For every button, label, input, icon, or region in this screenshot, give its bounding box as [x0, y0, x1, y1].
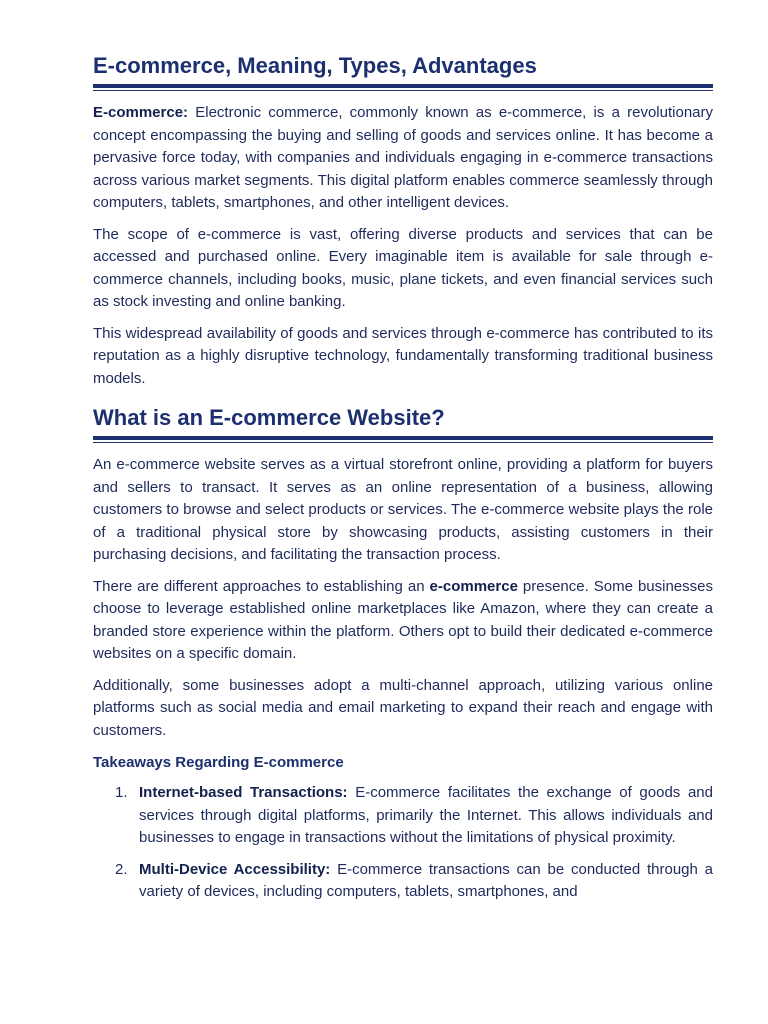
section-ecommerce-website	[93, 402, 713, 904]
list-item-text: E-commerce facilitates the exchange of goods and services through digital platforms, primarily the Internet. This allows individuals and businesses to engage in transactions without the limitations of physical proximity.	[139, 784, 713, 846]
ecommerce-bold-term: e-commerce	[429, 577, 518, 595]
title-divider	[93, 84, 713, 91]
paragraph-virtual-storefront: An e-commerce website serves as a virtual storefront online, providing a platform for buyers and sellers to transact. It serves as an online representation of a business, allowing customers to browse and select products or services. The e-commerce website plays the role of a traditional physical store by showcasing products, assisting customers in their purchasing decisions, and facilitating the transaction process.	[93, 456, 713, 563]
definition-text: Electronic commerce, commonly known as e-commerce, is a revolutionary concept encompassing the buying and selling of goods and services online. It has become a pervasive force today, with companies and individuals engaging in e-commerce transactions across various market segments. This digital platform enables commerce seamlessly through computers, tablets, smartphones, and other intelligent devices.	[93, 104, 713, 211]
paragraph-approaches	[93, 576, 713, 666]
list-item	[93, 782, 713, 850]
title-divider	[93, 436, 713, 443]
list-number: 2.	[115, 860, 128, 878]
takeaways-list	[93, 782, 713, 904]
section-title-ecommerce-meaning: E-commerce, Meaning, Types, Advantages	[93, 53, 537, 78]
term-label: E-commerce:	[93, 104, 189, 121]
list-item-text: E-commerce transactions can be conducted through a variety of devices, including computers, tablets, smartphones, and	[139, 860, 713, 900]
paragraph-disruptive: This widespread availability of goods and services through e-commerce has contributed to its reputation as a highly disruptive technology, fundamentally transforming traditional business models.	[93, 324, 713, 387]
section-title-ecommerce-website: What is an E-commerce Website?	[93, 405, 445, 430]
takeaways-heading: Takeaways Regarding E-commerce	[93, 754, 344, 771]
approaches-text-end: presence. Some businesses choose to leverage established online marketplaces like Amazon, where they can create a branded store experience within the platform. Others opt to build their dedicated e-commerce websites on a specific domain.	[93, 577, 713, 662]
paragraph-ecommerce-definition	[93, 102, 713, 215]
list-item-label: Internet-based Transactions:	[139, 784, 348, 801]
list-item	[93, 859, 713, 904]
approaches-text-start: There are different approaches to establishing an	[93, 577, 430, 595]
list-item-label: Multi-Device Accessibility:	[139, 860, 331, 878]
list-number: 1.	[115, 784, 128, 801]
paragraph-multichannel: Additionally, some businesses adopt a multi-channel approach, utilizing various online platforms such as social media and email marketing to expand their reach and engage with customers.	[93, 676, 713, 739]
paragraph-scope: The scope of e-commerce is vast, offering diverse products and services that can be accessed and purchased online. Every imaginable item is available for sale through e-commerce channels, including books, music, plane tickets, and even financial services such as stock investing and online banking.	[93, 225, 713, 310]
